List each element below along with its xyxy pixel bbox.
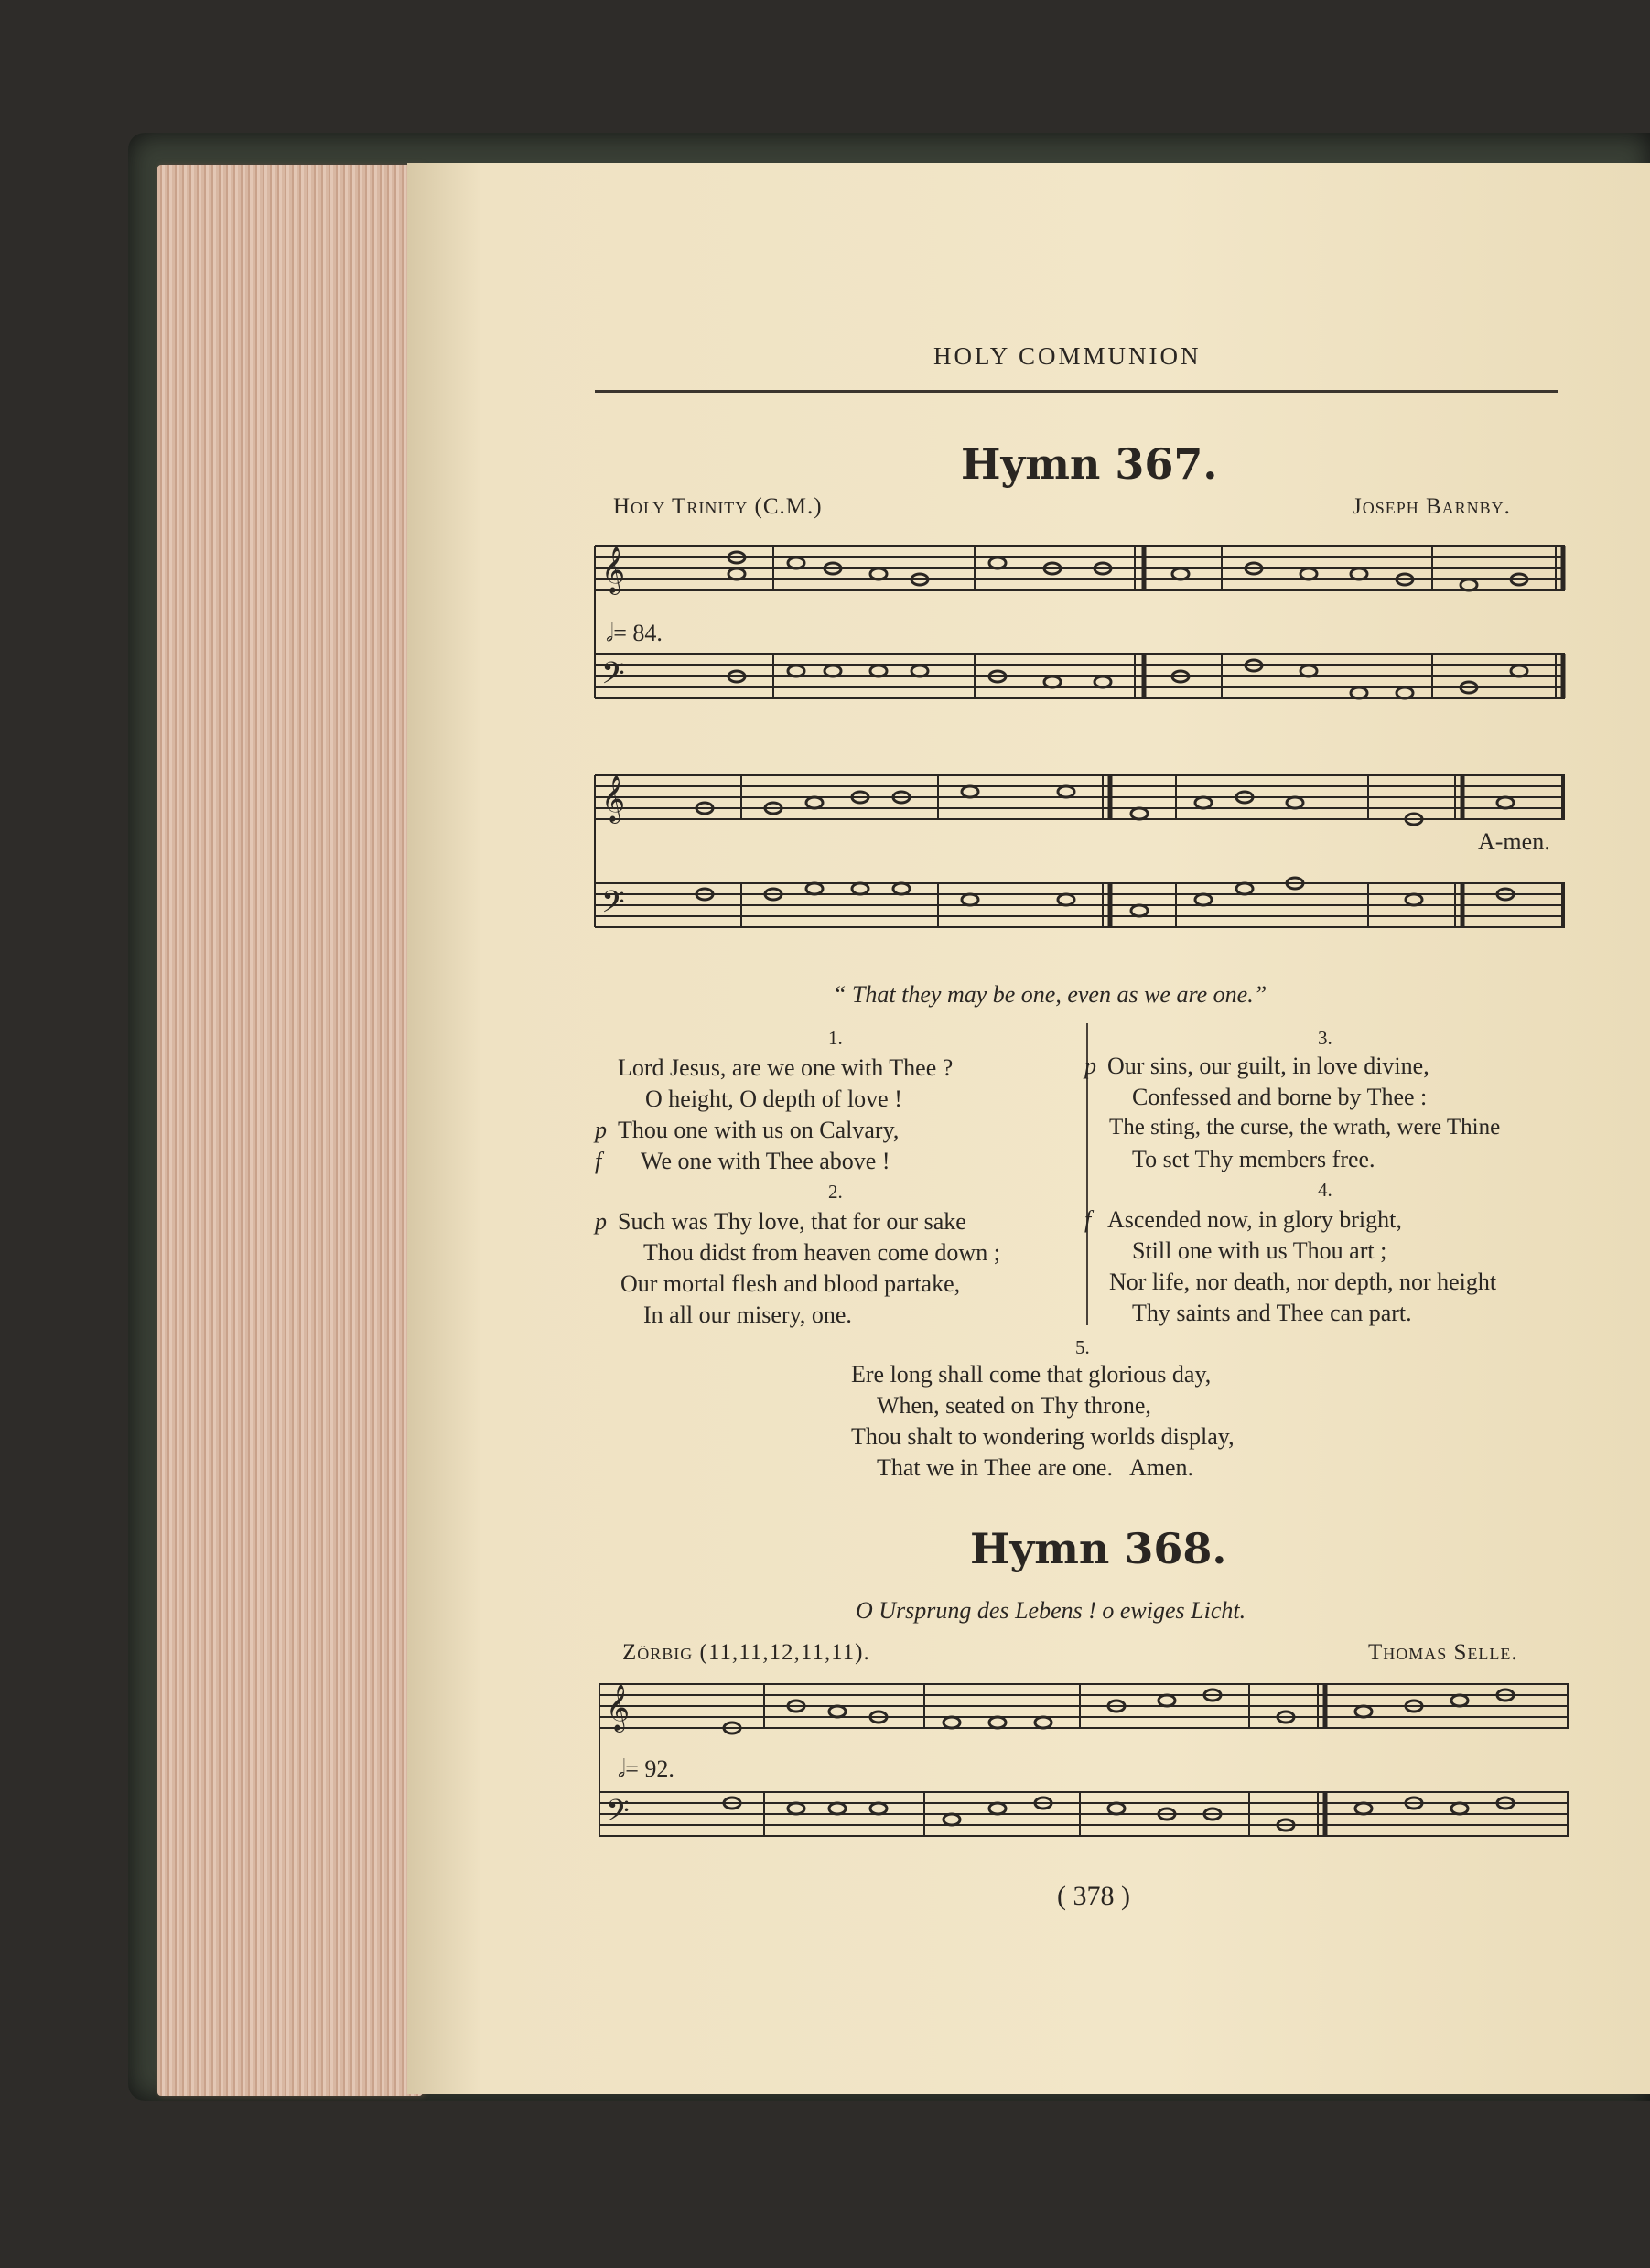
hymn-367-score-system-1 bbox=[590, 535, 1569, 718]
verse-line: Thou shalt to wondering worlds display, bbox=[851, 1423, 1235, 1450]
hymn-368-tempo: 𝅗𝅥= 92. bbox=[618, 1755, 674, 1782]
verse-number: 1. bbox=[828, 1027, 843, 1049]
dynamic-mark: f bbox=[595, 1148, 602, 1174]
verse-number: 3. bbox=[1318, 1027, 1332, 1049]
hymn-368-composer: Thomas Selle. bbox=[1368, 1640, 1518, 1665]
svg-text:𝄞: 𝄞 bbox=[601, 546, 626, 593]
verse-line: Ere long shall come that glorious day, bbox=[851, 1361, 1212, 1388]
verse-line: In all our misery, one. bbox=[643, 1301, 852, 1328]
dynamic-mark: p bbox=[595, 1117, 607, 1143]
svg-text:𝄢: 𝄢 bbox=[601, 885, 625, 927]
svg-text:𝄞: 𝄞 bbox=[606, 1684, 631, 1731]
verse-number: 2. bbox=[828, 1181, 843, 1203]
verse-line: O height, O depth of love ! bbox=[645, 1085, 902, 1112]
header-rule bbox=[595, 390, 1558, 393]
verse-line: Our sins, our guilt, in love divine, bbox=[1107, 1053, 1429, 1079]
verse-number: 4. bbox=[1318, 1179, 1332, 1201]
svg-text:𝄞: 𝄞 bbox=[601, 775, 626, 822]
verse-line: The sting, the curse, the wrath, were Thine bbox=[1109, 1115, 1501, 1139]
hymn-368-title: Hymn 368. bbox=[970, 1524, 1227, 1573]
verse-line: Our mortal flesh and blood partake, bbox=[620, 1270, 961, 1297]
hymn-368-tune: Zörbig (11,11,12,11,11). bbox=[622, 1640, 870, 1665]
hymn-367-score-system-2 bbox=[590, 764, 1569, 947]
verse-line: Nor life, nor death, nor depth, nor height bbox=[1109, 1269, 1497, 1295]
verse-line: Thou one with us on Calvary, bbox=[618, 1117, 900, 1143]
running-head: HOLY COMMUNION bbox=[933, 342, 1202, 370]
verse-number: 5. bbox=[1075, 1336, 1090, 1358]
verse-line: Thou didst from heaven come down ; bbox=[643, 1239, 1000, 1266]
dynamic-mark: p bbox=[595, 1208, 607, 1235]
verse-line: We one with Thee above ! bbox=[641, 1148, 890, 1174]
svg-text:𝄢: 𝄢 bbox=[601, 656, 625, 698]
amen-lyric: A-men. bbox=[1478, 828, 1550, 855]
dynamic-mark: p bbox=[1084, 1053, 1096, 1079]
hymn-367-motto: “ That they may be one, even as we are one.” bbox=[833, 981, 1267, 1008]
svg-text:𝄢: 𝄢 bbox=[606, 1794, 630, 1836]
verse-line: Lord Jesus, are we one with Thee ? bbox=[618, 1054, 954, 1081]
hymn-368-motto: O Ursprung des Lebens ! o ewiges Licht. bbox=[856, 1597, 1246, 1624]
verse-line: Thy saints and Thee can part. bbox=[1132, 1300, 1412, 1326]
verse-line: To set Thy members free. bbox=[1132, 1146, 1375, 1172]
verse-line: That we in Thee are one. Amen. bbox=[877, 1454, 1194, 1481]
hymn-368-score-system-1 bbox=[595, 1673, 1574, 1856]
verse-line: When, seated on Thy throne, bbox=[877, 1392, 1151, 1419]
hymn-367-tune: Holy Trinity (C.M.) bbox=[613, 494, 823, 519]
verse-line: Ascended now, in glory bright, bbox=[1107, 1206, 1402, 1233]
page-edges bbox=[157, 165, 423, 2096]
page-number: ( 378 ) bbox=[1057, 1881, 1130, 1911]
hymn-367-composer: Joseph Barnby. bbox=[1353, 494, 1511, 519]
verse-line: Such was Thy love, that for our sake bbox=[618, 1208, 966, 1235]
verse-line: Confessed and borne by Thee : bbox=[1132, 1084, 1428, 1110]
verse-line: Still one with us Thou art ; bbox=[1132, 1237, 1387, 1264]
hymn-367-title: Hymn 367. bbox=[961, 439, 1218, 489]
dynamic-mark: f bbox=[1084, 1206, 1092, 1233]
hymn-367-tempo: 𝅗𝅥= 84. bbox=[606, 620, 663, 646]
